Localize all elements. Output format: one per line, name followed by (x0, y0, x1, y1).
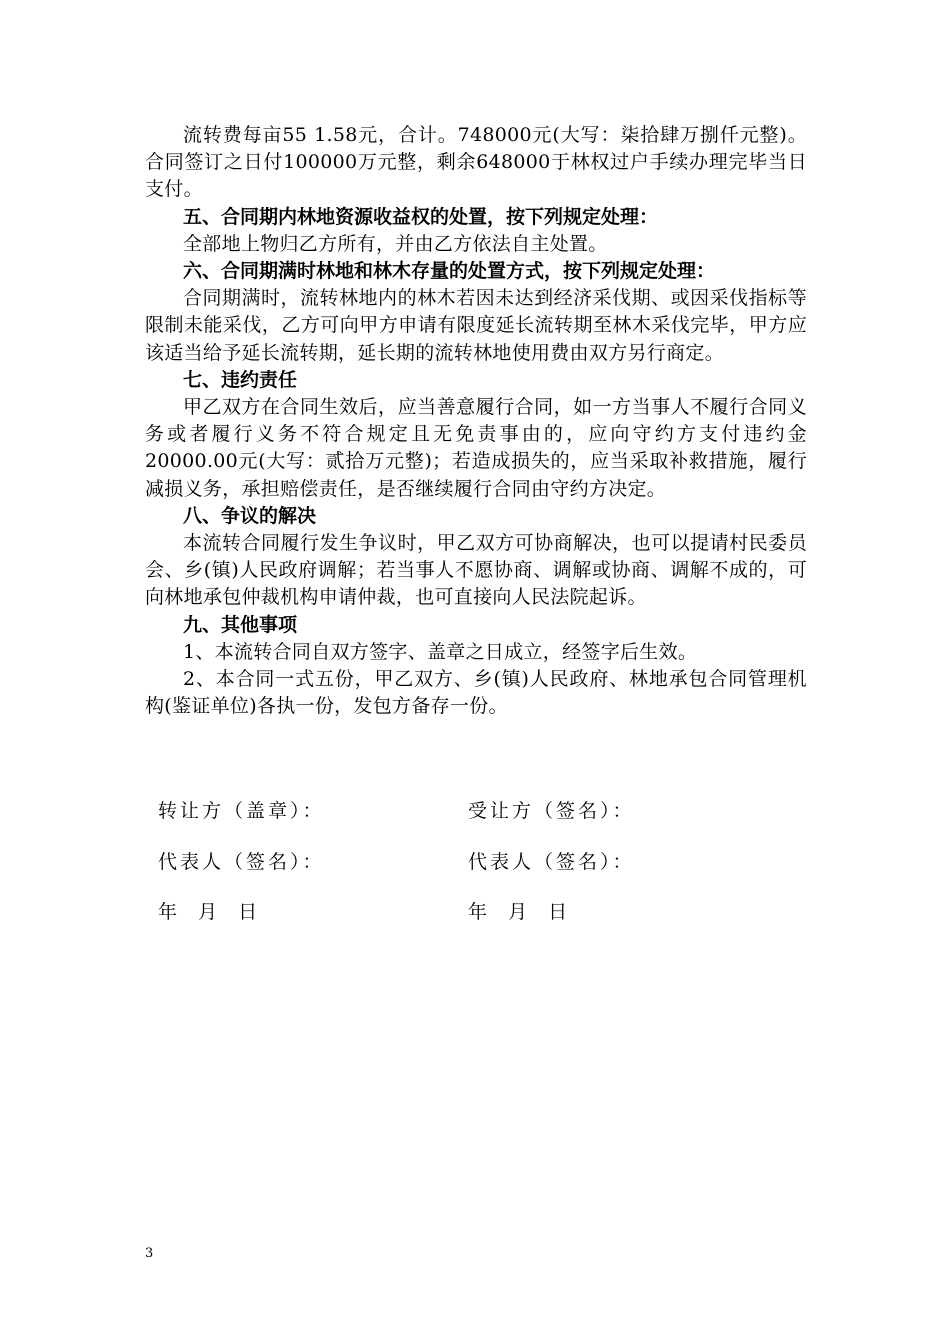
section-8-heading: 八、争议的解决 (183, 504, 317, 527)
section-8-text: 本流转合同履行发生争议时，甲乙双方可协商解决，也可以提请村民委员会、乡(镇)人民政府调解；若当事人不愿协商、调解或协商、调解不成的，可向林地承包仲裁机构申请仲裁，也可直接向人民法院起诉。 (145, 532, 807, 609)
transferor-date-label: 年 月 日 (158, 901, 261, 923)
contract-body (145, 122, 807, 720)
section-9-heading: 九、其他事项 (183, 613, 298, 636)
transferor-seal-label: 转让方（盖章）： (158, 800, 325, 822)
transferee-date-label: 年 月 日 (468, 901, 571, 923)
section-9-item-1: 1、本流转合同自双方签字、盖章之日成立，经签字后生效。 (183, 640, 698, 663)
fee-paragraph: 流转费每亩55 1.58元，合计。748000元(大写：柒拾肆万捌仟元整)。合同签订之日付100000万元整，剩余648000于林权过户手续办理完毕当日支付。 (145, 124, 807, 201)
transferee-representative-label: 代表人（签名）： (468, 851, 635, 873)
section-7-heading: 七、违约责任 (183, 368, 298, 391)
section-6-heading: 六、合同期满时林地和林木存量的处置方式，按下列规定处理： (183, 260, 716, 283)
page-number: 3 (145, 1246, 154, 1261)
transferee-sign-label: 受让方（签名）： (468, 800, 635, 822)
transferor-representative-label: 代表人（签名）： (158, 851, 325, 873)
section-7-text: 甲乙双方在合同生效后，应当善意履行合同，如一方当事人不履行合同义务或者履行义务不符合规定且无免责事由的，应向守约方支付违约金20000.00元(大写：贰拾万元整)；若造成损失的，应当采取补救措施，履行减损义务，承担赔偿责任，是否继续履行合同由守约方决定。 (145, 396, 807, 500)
section-5-text: 全部地上物归乙方所有，并由乙方依法自主处置。 (183, 232, 608, 255)
section-9-item-2: 2、本合同一式五份，甲乙双方、乡(镇)人民政府、林地承包合同管理机构(鉴证单位)各执一份，发包方备存一份。 (145, 668, 807, 718)
section-6-text: 合同期满时，流转林地内的林木若因未达到经济采伐期、或因采伐指标等限制未能采伐，乙方可向甲方申请有限度延长流转期至林木采伐完毕，甲方应该适当给予延长流转期，延长期的流转林地使用费由双方另行商定。 (145, 287, 807, 364)
section-5-heading: 五、合同期内林地资源收益权的处置，按下列规定处理： (183, 205, 659, 228)
